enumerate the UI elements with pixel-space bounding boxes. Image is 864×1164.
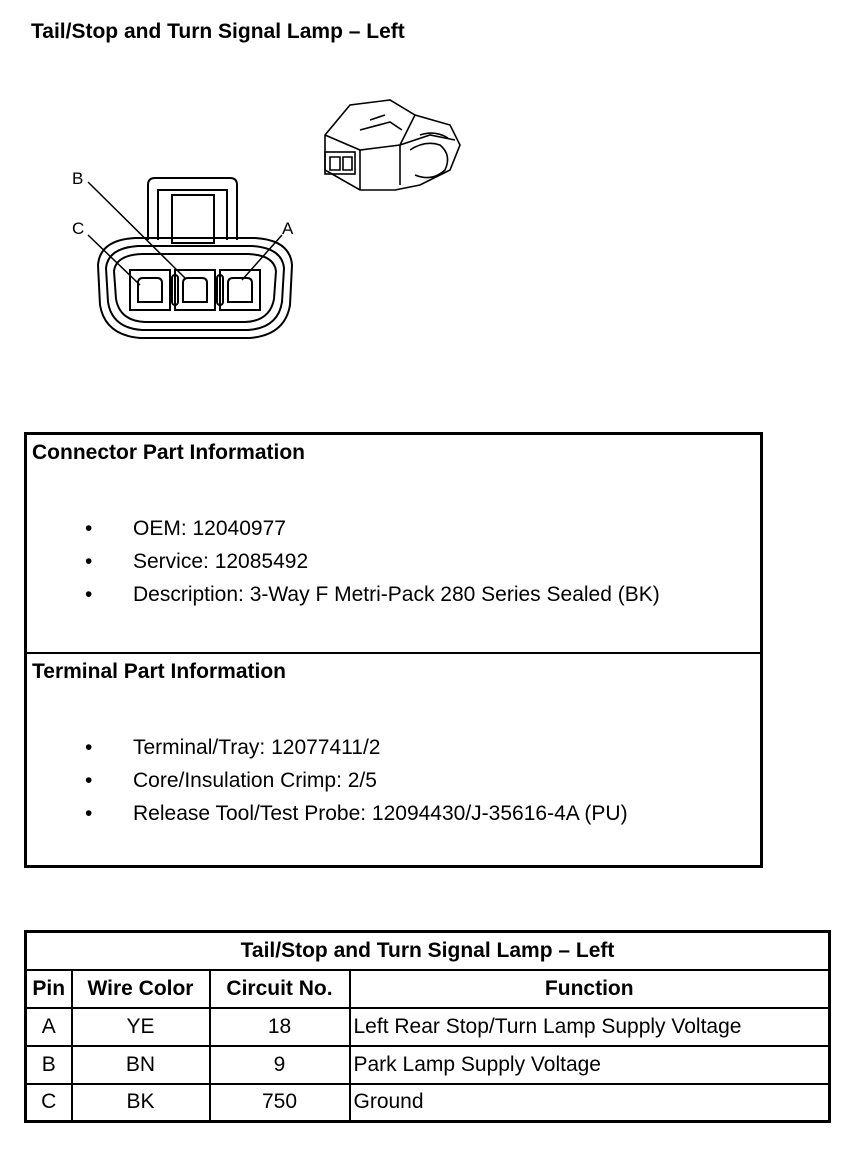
cell-function: Park Lamp Supply Voltage [350,1046,830,1084]
cell-pin: B [26,1046,72,1084]
connector-3d-view [325,100,460,190]
pin-table [24,930,831,1123]
table-row [26,1046,830,1084]
crimp: Core/Insulation Crimp: 2/5 [133,769,377,792]
leader-line-b [88,182,185,278]
cell-function: Left Rear Stop/Turn Lamp Supply Voltage [350,1008,830,1046]
connector-part-information-heading: Connector Part Information [32,441,306,464]
terminal-tray: Terminal/Tray: 12077411/2 [133,736,381,759]
cell-function: Ground [350,1084,830,1122]
part-information-box [24,432,763,868]
bullet: • [85,736,93,759]
table-row [26,1008,830,1046]
connector-part-information [27,435,760,654]
pin-label-b: B [72,169,84,188]
cell-pin: C [26,1084,72,1122]
cell-circuit-no: 18 [210,1008,350,1046]
cell-wire-color: YE [72,1008,210,1046]
terminal-part-information-heading: Terminal Part Information [32,660,286,683]
pin-table-caption: Tail/Stop and Turn Signal Lamp – Left [26,932,830,970]
cell-circuit-no: 9 [210,1046,350,1084]
cell-pin: A [26,1008,72,1046]
page-title: Tail/Stop and Turn Signal Lamp – Left [31,20,405,43]
cell-circuit-no: 750 [210,1084,350,1122]
cell-wire-color: BN [72,1046,210,1084]
oem-number: OEM: 12040977 [133,517,286,540]
release-tool: Release Tool/Test Probe: 12094430/J-35616-4A (PU) [133,802,628,825]
bullet: • [85,517,93,540]
bullet: • [85,550,93,573]
header-wire-color: Wire Color [72,970,210,1008]
pin-label-c: C [72,219,85,238]
bullet: • [85,802,93,825]
table-row [26,1084,830,1122]
header-function: Function [350,970,830,1008]
bullet: • [85,583,93,606]
header-circuit-no: Circuit No. [210,970,350,1008]
cell-wire-color: BK [72,1084,210,1122]
service-number: Service: 12085492 [133,550,309,573]
bullet: • [85,769,93,792]
connector-diagram [60,90,480,350]
pin-label-a: A [282,219,294,238]
terminal-part-information [27,654,760,868]
header-pin: Pin [26,970,72,1008]
description: Description: 3-Way F Metri-Pack 280 Series Sealed (BK) [133,583,660,606]
